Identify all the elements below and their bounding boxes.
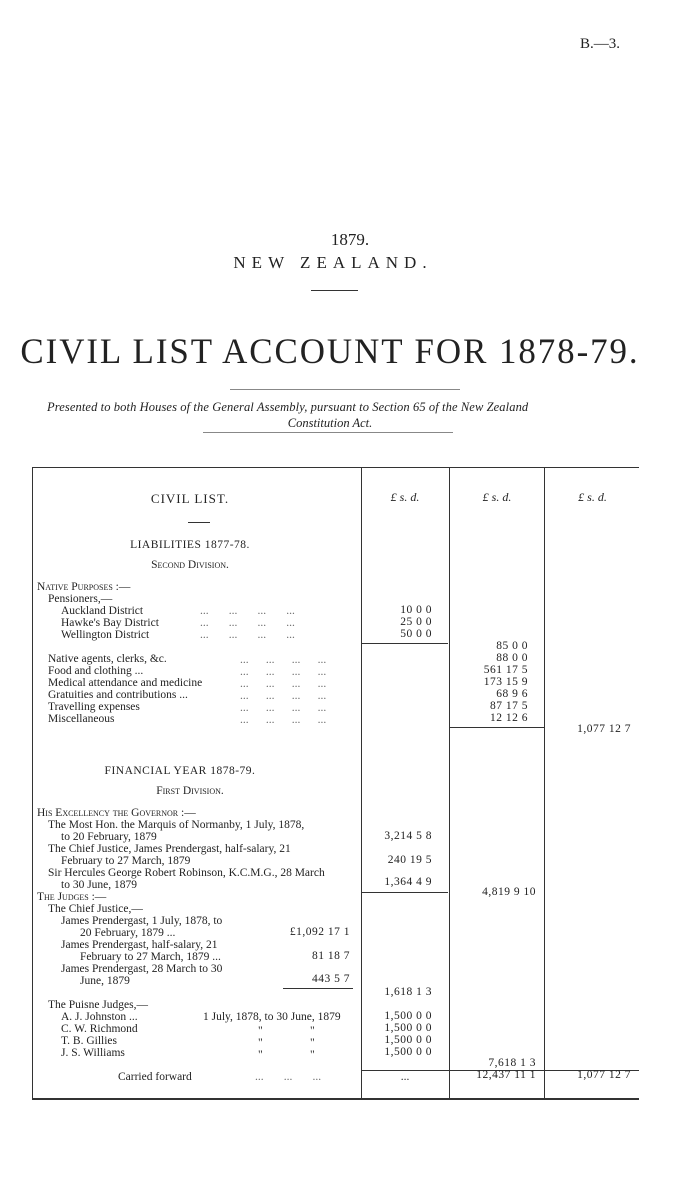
total-rule bbox=[450, 727, 544, 728]
ditto-mark: " bbox=[258, 1049, 263, 1061]
value-pj-1: 1,500 0 0 bbox=[384, 1010, 432, 1022]
rule-col1-break bbox=[362, 643, 448, 644]
table-top-border bbox=[32, 467, 639, 468]
cj-line-1a: James Prendergast, 1 July, 1878, to bbox=[61, 915, 223, 927]
presented-line-1: Presented to both Houses of the General Assembly, pursuant to Section 65 of the New Zealand bbox=[47, 400, 529, 414]
value-pj-2: 1,500 0 0 bbox=[384, 1022, 432, 1034]
carried-col1: ... bbox=[400, 1071, 410, 1083]
financial-year-title: FINANCIAL YEAR 1878-79. bbox=[104, 765, 256, 777]
page-reference: B.—3. bbox=[580, 36, 621, 52]
col1-separator bbox=[361, 467, 362, 1098]
row-medical: Medical attendance and medicine bbox=[48, 677, 203, 689]
liabilities-title: LIABILITIES 1877-78. bbox=[130, 539, 250, 551]
value-food: 561 17 5 bbox=[483, 664, 528, 676]
ditto-mark: " bbox=[310, 1025, 315, 1037]
pj-2: C. W. Richmond bbox=[61, 1023, 138, 1035]
value-pj-3: 1,500 0 0 bbox=[384, 1034, 432, 1046]
ditto-mark: " bbox=[310, 1049, 315, 1061]
row-native-agents: Native agents, clerks, &c. bbox=[48, 653, 167, 665]
value-gov-3: 1,364 4 9 bbox=[384, 876, 432, 888]
leader-dots: ... ... ... ... ... ... ... ... ... ... ... ... ... ... ... ... ... ... ... ... ... ... ... ... bbox=[240, 654, 327, 726]
row-hawkes-bay: Hawke's Bay District bbox=[61, 617, 159, 629]
presented-line-2: Constitution Act. bbox=[287, 416, 373, 430]
cj-line-1b: 20 February, 1879 ... bbox=[80, 927, 176, 939]
heading-rule bbox=[188, 522, 210, 523]
col3-header: £ s. d. bbox=[578, 490, 607, 504]
subtotal-rule bbox=[362, 892, 448, 893]
col1-header: £ s. d. bbox=[390, 490, 420, 504]
value-judges-total: 7,618 1 3 bbox=[488, 1057, 536, 1069]
rule-short bbox=[311, 290, 358, 291]
rule-below-presented bbox=[203, 432, 453, 433]
gov-line-3a: Sir Hercules George Robert Robinson, K.C.M.G., 28 March bbox=[48, 867, 325, 879]
judges-heading: The Judges :— bbox=[37, 891, 107, 903]
native-purposes: Native Purposes :— bbox=[37, 581, 131, 593]
gov-line-1b: to 20 February, 1879 bbox=[61, 831, 157, 843]
pj-3: T. B. Gillies bbox=[61, 1035, 118, 1047]
value-cj-1: £1,092 17 1 bbox=[289, 926, 350, 938]
gov-line-2b: February to 27 March, 1879 bbox=[61, 855, 191, 867]
row-gratuities: Gratuities and contributions ... bbox=[48, 689, 188, 701]
gov-line-1a: The Most Hon. the Marquis of Normanby, 1 July, 1878, bbox=[48, 819, 305, 831]
table-left-border bbox=[32, 467, 33, 1099]
rule-above-presented bbox=[230, 389, 460, 390]
col3-separator bbox=[544, 467, 545, 1098]
value-auckland: 10 0 0 bbox=[400, 604, 432, 616]
second-division: Second Division. bbox=[151, 559, 229, 571]
cj-subtotal-rule bbox=[283, 988, 353, 989]
year: 1879. bbox=[330, 230, 370, 249]
country-heading: NEW ZEALAND. bbox=[233, 253, 433, 272]
cj-line-3b: June, 1879 bbox=[80, 975, 130, 987]
value-pj-4: 1,500 0 0 bbox=[384, 1046, 432, 1058]
pj-1-period: 1 July, 1878, to 30 June, 1879 bbox=[203, 1011, 341, 1023]
row-wellington: Wellington District bbox=[61, 629, 150, 641]
value-hawkes-bay: 25 0 0 bbox=[400, 616, 432, 628]
value-travelling: 87 17 5 bbox=[490, 700, 528, 712]
value-gov-total: 4,819 9 10 bbox=[482, 886, 536, 898]
leader-dots: ... ... ... bbox=[255, 1071, 322, 1083]
cj-line-2b: February to 27 March, 1879 ... bbox=[80, 951, 221, 963]
gov-line-2a: The Chief Justice, James Prendergast, half-salary, 21 bbox=[48, 843, 291, 855]
first-division: First Division. bbox=[156, 785, 224, 797]
governor-heading: His Excellency the Governor :— bbox=[37, 807, 196, 819]
value-liabilities-total: 1,077 12 7 bbox=[577, 723, 631, 735]
value-gov-2: 240 19 5 bbox=[387, 854, 432, 866]
row-travelling: Travelling expenses bbox=[48, 701, 140, 713]
carried-forward-label: Carried forward bbox=[118, 1071, 192, 1083]
gov-line-3b: to 30 June, 1879 bbox=[61, 879, 138, 891]
puisne-judges: The Puisne Judges,— bbox=[48, 999, 148, 1011]
pj-1: A. J. Johnston ... bbox=[61, 1011, 138, 1023]
value-medical: 173 15 9 bbox=[483, 676, 528, 688]
pj-4: J. S. Williams bbox=[61, 1047, 125, 1059]
label: Auckland District bbox=[61, 605, 144, 617]
leader-dots: ... ... ... ... bbox=[200, 605, 295, 617]
value-wellington: 50 0 0 bbox=[400, 628, 432, 640]
value-cj-2: 81 18 7 bbox=[312, 950, 350, 962]
value-cj-total: 1,618 1 3 bbox=[384, 986, 432, 998]
document-title: CIVIL LIST ACCOUNT FOR 1878-79. bbox=[20, 331, 640, 371]
value-gratuities: 68 9 6 bbox=[496, 688, 528, 700]
value-gov-1: 3,214 5 8 bbox=[384, 830, 432, 842]
ditto-mark: " bbox=[258, 1025, 263, 1037]
col2-header: £ s. d. bbox=[482, 490, 512, 504]
row-misc: Miscellaneous bbox=[48, 713, 115, 725]
ditto-mark: " bbox=[258, 1037, 263, 1049]
value-native-agents: 88 0 0 bbox=[496, 652, 528, 664]
col2-separator bbox=[449, 467, 450, 1098]
civil-list-heading: CIVIL LIST. bbox=[150, 491, 230, 506]
cj-line-2a: James Prendergast, half-salary, 21 bbox=[61, 939, 218, 951]
row-food: Food and clothing ... bbox=[48, 665, 144, 677]
value-carried-col3: 1,077 12 7 bbox=[577, 1069, 631, 1081]
leader-dots: ... ... ... ... bbox=[200, 629, 295, 641]
value-carried-col2: 12,437 11 1 bbox=[476, 1069, 536, 1081]
chief-justice: The Chief Justice,— bbox=[48, 903, 143, 915]
value-misc: 12 12 6 bbox=[490, 712, 528, 724]
value-cj-3: 443 5 7 bbox=[312, 973, 350, 985]
ditto-mark: " bbox=[310, 1037, 315, 1049]
table-bottom-border bbox=[32, 1098, 639, 1100]
row-auckland bbox=[61, 606, 143, 617]
value-pensions-total: 85 0 0 bbox=[496, 640, 528, 652]
pensioners: Pensioners,— bbox=[48, 593, 113, 605]
leader-dots: ... ... ... ... bbox=[200, 617, 295, 629]
cj-line-3a: James Prendergast, 28 March to 30 bbox=[61, 963, 223, 975]
